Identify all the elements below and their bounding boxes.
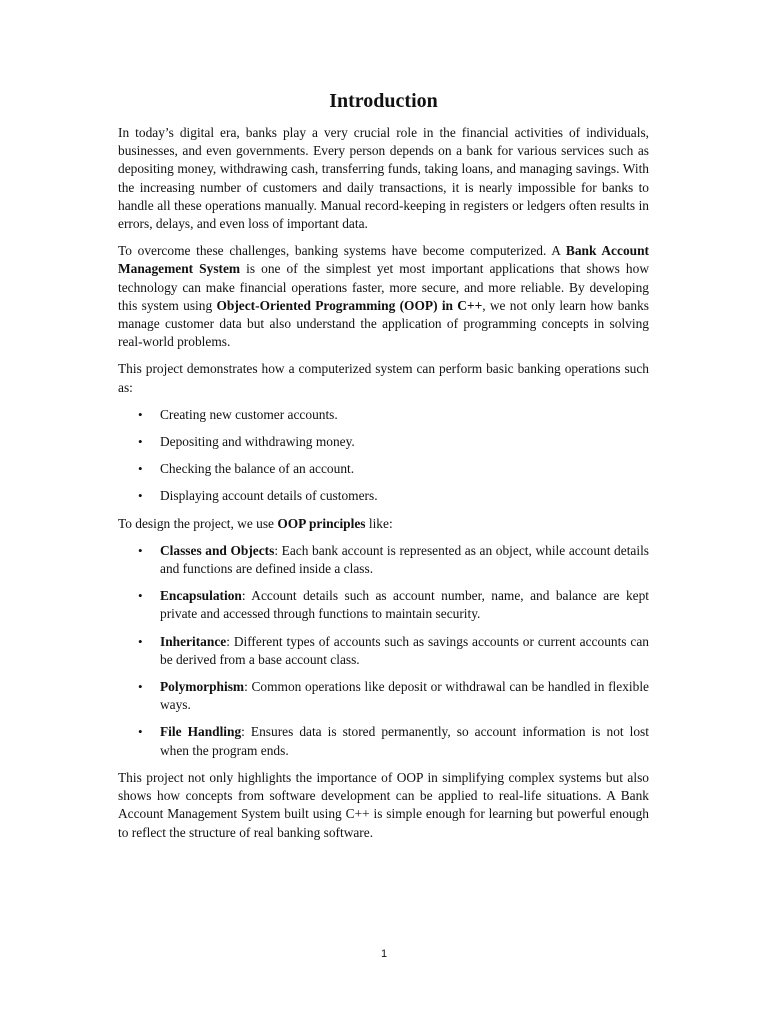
bullet-icon: • <box>138 434 143 450</box>
principle-term: Classes and Objects <box>160 542 275 558</box>
bullet-icon: • <box>138 633 143 649</box>
list-item <box>118 587 649 623</box>
intro-paragraph-2 <box>118 242 649 351</box>
list-item-text: Depositing and withdrawing money. <box>160 434 355 450</box>
principle-term: Polymorphism <box>160 679 245 695</box>
list-item <box>118 406 649 424</box>
bold-term: Bank Account Management System <box>118 243 649 277</box>
operations-list <box>118 406 649 506</box>
principle-description: : Account details such as account number, name, and balance are kept private and accessed through functions to maintain security. <box>160 588 649 622</box>
page-content <box>118 88 649 851</box>
page-title: Introduction <box>329 90 438 112</box>
principle-description: : Common operations like deposit or withdrawal can be handled in flexible ways. <box>160 679 649 713</box>
bullet-icon: • <box>138 406 143 422</box>
list-item <box>118 542 649 578</box>
intro-paragraph-1: In today’s digital era, banks play a very crucial role in the financial activities of individuals, businesses, and even governments. Every person depends on a bank for various services such as depositing money, withdrawing cash, transferring funds, taking loans, and managing savings. With the increasing number of customers and daily transactions, it is nearly impossible for banks to handle all these operations manually. Manual record-keeping in registers or ledgers often results in errors, delays, and even loss of important data. <box>118 125 649 232</box>
list-item <box>118 723 649 759</box>
list-item-text: Displaying account details of customers. <box>160 488 378 504</box>
bullet-icon: • <box>138 588 143 604</box>
paragraph-text: , we not only learn how banks manage customer data but also understand the application of programming concepts in solving real-world problems. <box>118 297 649 350</box>
list-item-text: Creating new customer accounts. <box>160 406 338 422</box>
bullet-icon: • <box>138 488 143 504</box>
conclusion-paragraph: This project not only highlights the importance of OOP in simplifying complex systems but also shows how concepts from software development can be applied to real-life situations. A Bank Account Management System built using C++ is simple enough for learning but powerful enough to reflect the structure of real banking software. <box>118 769 649 840</box>
paragraph-text: To overcome these challenges, banking systems have become computerized. A <box>118 243 566 259</box>
bold-term: OOP principles <box>277 515 366 531</box>
bullet-icon: • <box>138 724 143 740</box>
list-item <box>118 678 649 714</box>
bullet-icon: • <box>138 461 143 477</box>
principle-term: Encapsulation <box>160 588 242 604</box>
paragraph-text: To design the project, we use <box>118 515 278 531</box>
paragraph-text: is one of the simplest yet most important applications that shows how technology can make financial operations faster, more secure, and more reliable. By developing this system using <box>118 261 649 313</box>
principle-term: Inheritance <box>160 633 227 649</box>
bold-term: Object-Oriented Programming (OOP) in C++ <box>216 297 483 313</box>
list-item <box>118 433 649 451</box>
principle-description: : Ensures data is stored permanently, so account information is not lost when the program ends. <box>160 724 649 758</box>
intro-paragraph-3: This project demonstrates how a computerized system can perform basic banking operations such as: <box>118 361 649 395</box>
list-item <box>118 633 649 669</box>
intro-paragraph-4 <box>118 515 649 533</box>
paragraph-text: like: <box>365 515 393 531</box>
bullet-icon: • <box>138 542 143 558</box>
principle-term: File Handling <box>160 724 242 740</box>
bullet-icon: • <box>138 679 143 695</box>
list-item-text: Checking the balance of an account. <box>160 461 355 477</box>
page-number: 1 <box>380 948 388 960</box>
principle-description: : Different types of accounts such as savings accounts or current accounts can be derived from a base account class. <box>160 633 649 667</box>
principles-list <box>118 542 649 760</box>
principle-description: : Each bank account is represented as an object, while account details and functions are defined inside a class. <box>160 542 650 577</box>
list-item <box>118 487 649 505</box>
list-item <box>118 460 649 478</box>
